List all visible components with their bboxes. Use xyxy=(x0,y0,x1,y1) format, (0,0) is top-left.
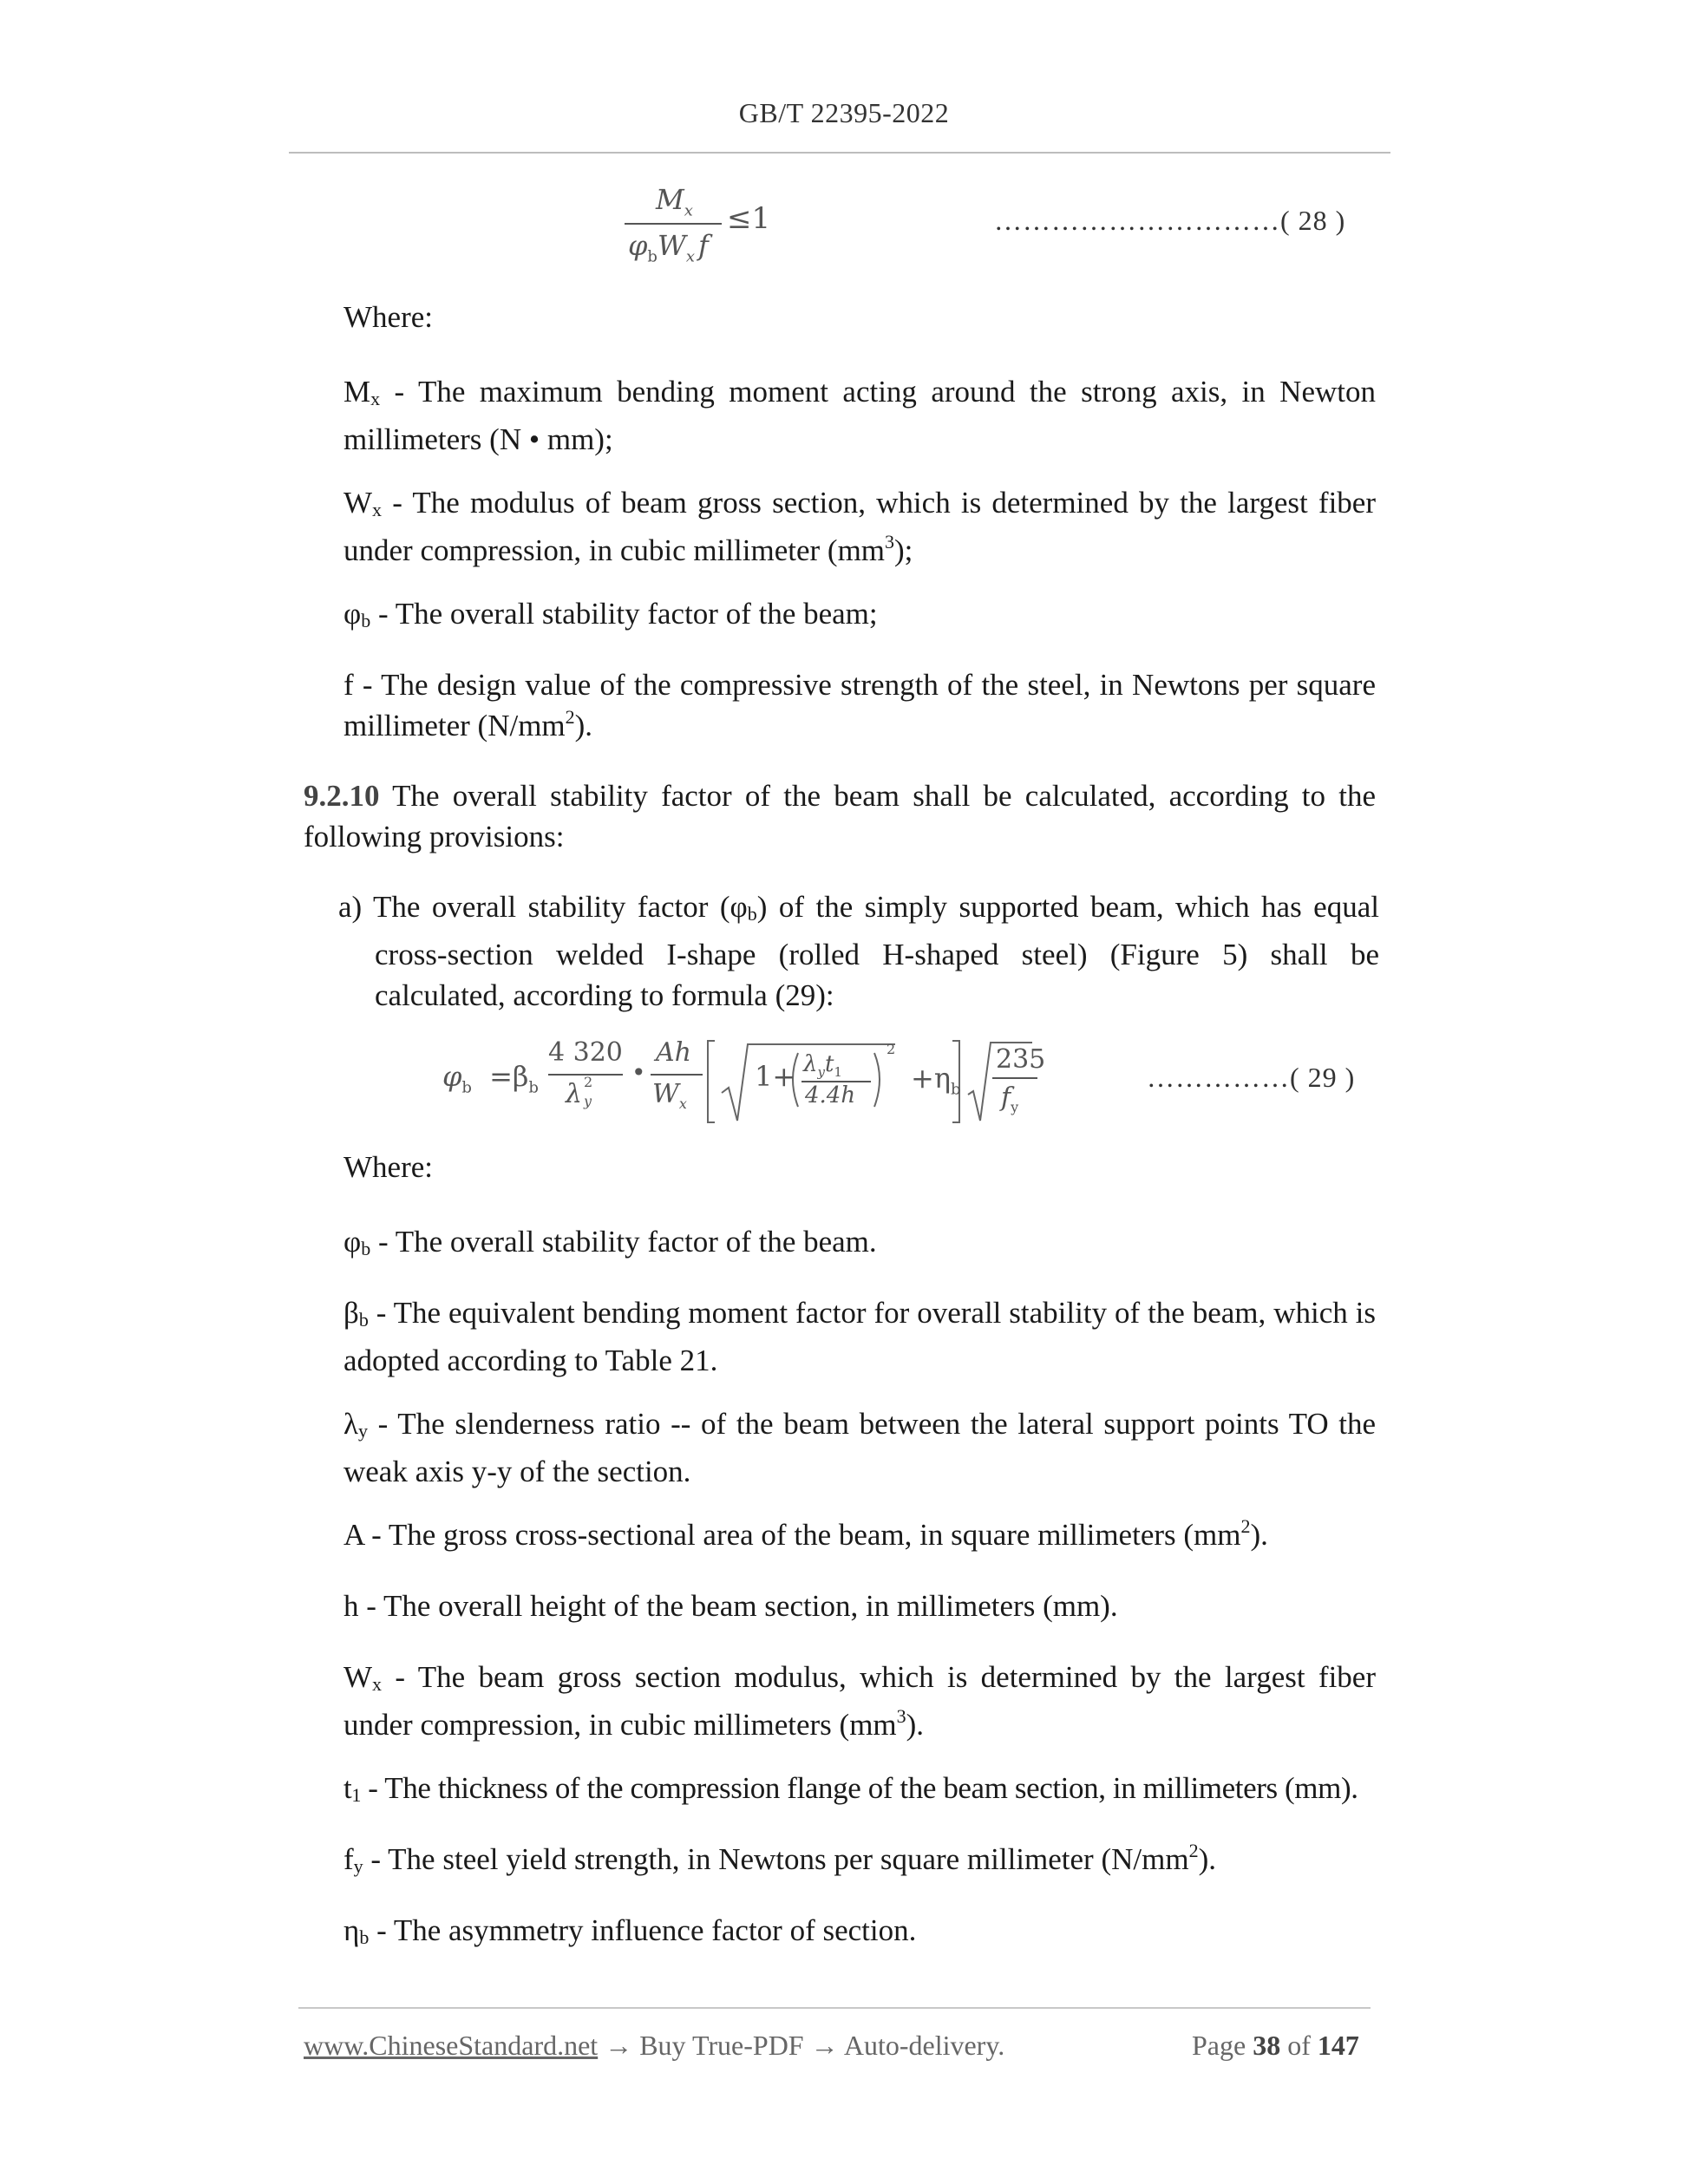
where-label: Where: xyxy=(343,300,433,334)
where-label-2: Where: xyxy=(343,1150,433,1184)
footer-rule xyxy=(298,2007,1371,2009)
document-code: GB/T 22395-2022 xyxy=(738,97,950,128)
buy-true-pdf-text: Buy True-PDF xyxy=(639,2030,804,2061)
formula28-numerator: M xyxy=(656,183,684,216)
equation-number-28: …………………………( 28 ) xyxy=(994,205,1346,236)
definition-phib-2: $\varphi_b$ - The overall stability factor of the beam. xyxy=(343,1225,877,1259)
clause-9-2-10: 9.2.10 The overall stability factor of the beam shall be calculated, according to the following provisions: xyxy=(304,779,1376,853)
site-link[interactable]: www.ChineseStandard.net xyxy=(304,2030,599,2061)
definition-t1: $t_1$ - The thickness of the compression flange of the beam section, in millimeters (mm). xyxy=(343,1771,1358,1806)
list-item-a-label: a) xyxy=(338,890,363,924)
definition-phib: $\varphi_b$ - The overall stability factor of the beam; xyxy=(343,597,878,631)
definition-wx: $W_x$ - The modulus of beam gross section, which is determined by the largest fiber under compression, in cubic millimeter $(mm^3)$; xyxy=(343,486,1376,567)
definition-wx-2: $W_x$ - The beam gross section modulus, which is determined by the largest fiber under compression, in cubic millimeters $(mm^3)$. xyxy=(343,1660,1376,1742)
footer-links: www.ChineseStandard.net → Buy True-PDF → Auto-delivery. xyxy=(304,2030,1005,2061)
formula-29: $\varphi_b =\beta_b$ 4 320 λ 2 y • Ah $W_x$ 1+ $\lambda_yt_1$ 4.4h 2 $+\eta_b$ 235 $f_y$ xyxy=(434,1034,1093,1129)
formula28-relation: ≤1 xyxy=(727,201,771,236)
page-total: 147 xyxy=(1317,2030,1359,2061)
list-item-a: a) The overall stability factor $(\varphi_b)$ of the simply supported beam, which has equal cross-section welded I-shape (rolled H-shaped steel) (Figure 5) shall be calculated, according to formula (29): xyxy=(338,890,1379,1012)
definition-etab: $\eta_b$ - The asymmetry influence factor of section. xyxy=(343,1913,917,1948)
definition-betab: $\beta_b$ - The equivalent bending moment factor for overall stability of the beam, which is adopted according to Table 21. xyxy=(343,1296,1376,1377)
clause-number: 9.2.10 xyxy=(304,779,380,813)
definition-f: f - The design value of the compressive strength of the steel, in Newtons per square millimeter $(N/mm^2)$. xyxy=(343,668,1376,742)
auto-delivery-text: Auto-delivery. xyxy=(843,2030,1005,2061)
page-indicator: Page 38 of 147 xyxy=(1192,2030,1359,2061)
formula28-fraction-bar xyxy=(625,223,722,225)
definition-lambday: $\lambda_y$ - The slenderness ratio -- of the beam between the lateral support points TO the weak axis y-y of the section. xyxy=(343,1407,1376,1488)
header-rule xyxy=(289,152,1390,154)
equation-number-29: ……………( 29 ) xyxy=(1147,1062,1356,1093)
page-number: 38 xyxy=(1253,2030,1281,2061)
formula-28: $M_x$ $\varphi_bW_x$ f ≤1 xyxy=(625,179,798,274)
definition-mx: $M_x$ - The maximum bending moment acting around the strong axis, in Newton millimeters (N • mm); xyxy=(343,375,1376,456)
definition-a: A - The gross cross-sectional area of the beam, in square millimeters $(mm^2)$. xyxy=(343,1515,1268,1552)
definition-h: h - The overall height of the beam section, in millimeters (mm). xyxy=(343,1589,1118,1623)
definition-fy: $f_y$ - The steel yield strength, in Newtons per square millimeter $(N/mm^2)$. xyxy=(343,1840,1216,1877)
